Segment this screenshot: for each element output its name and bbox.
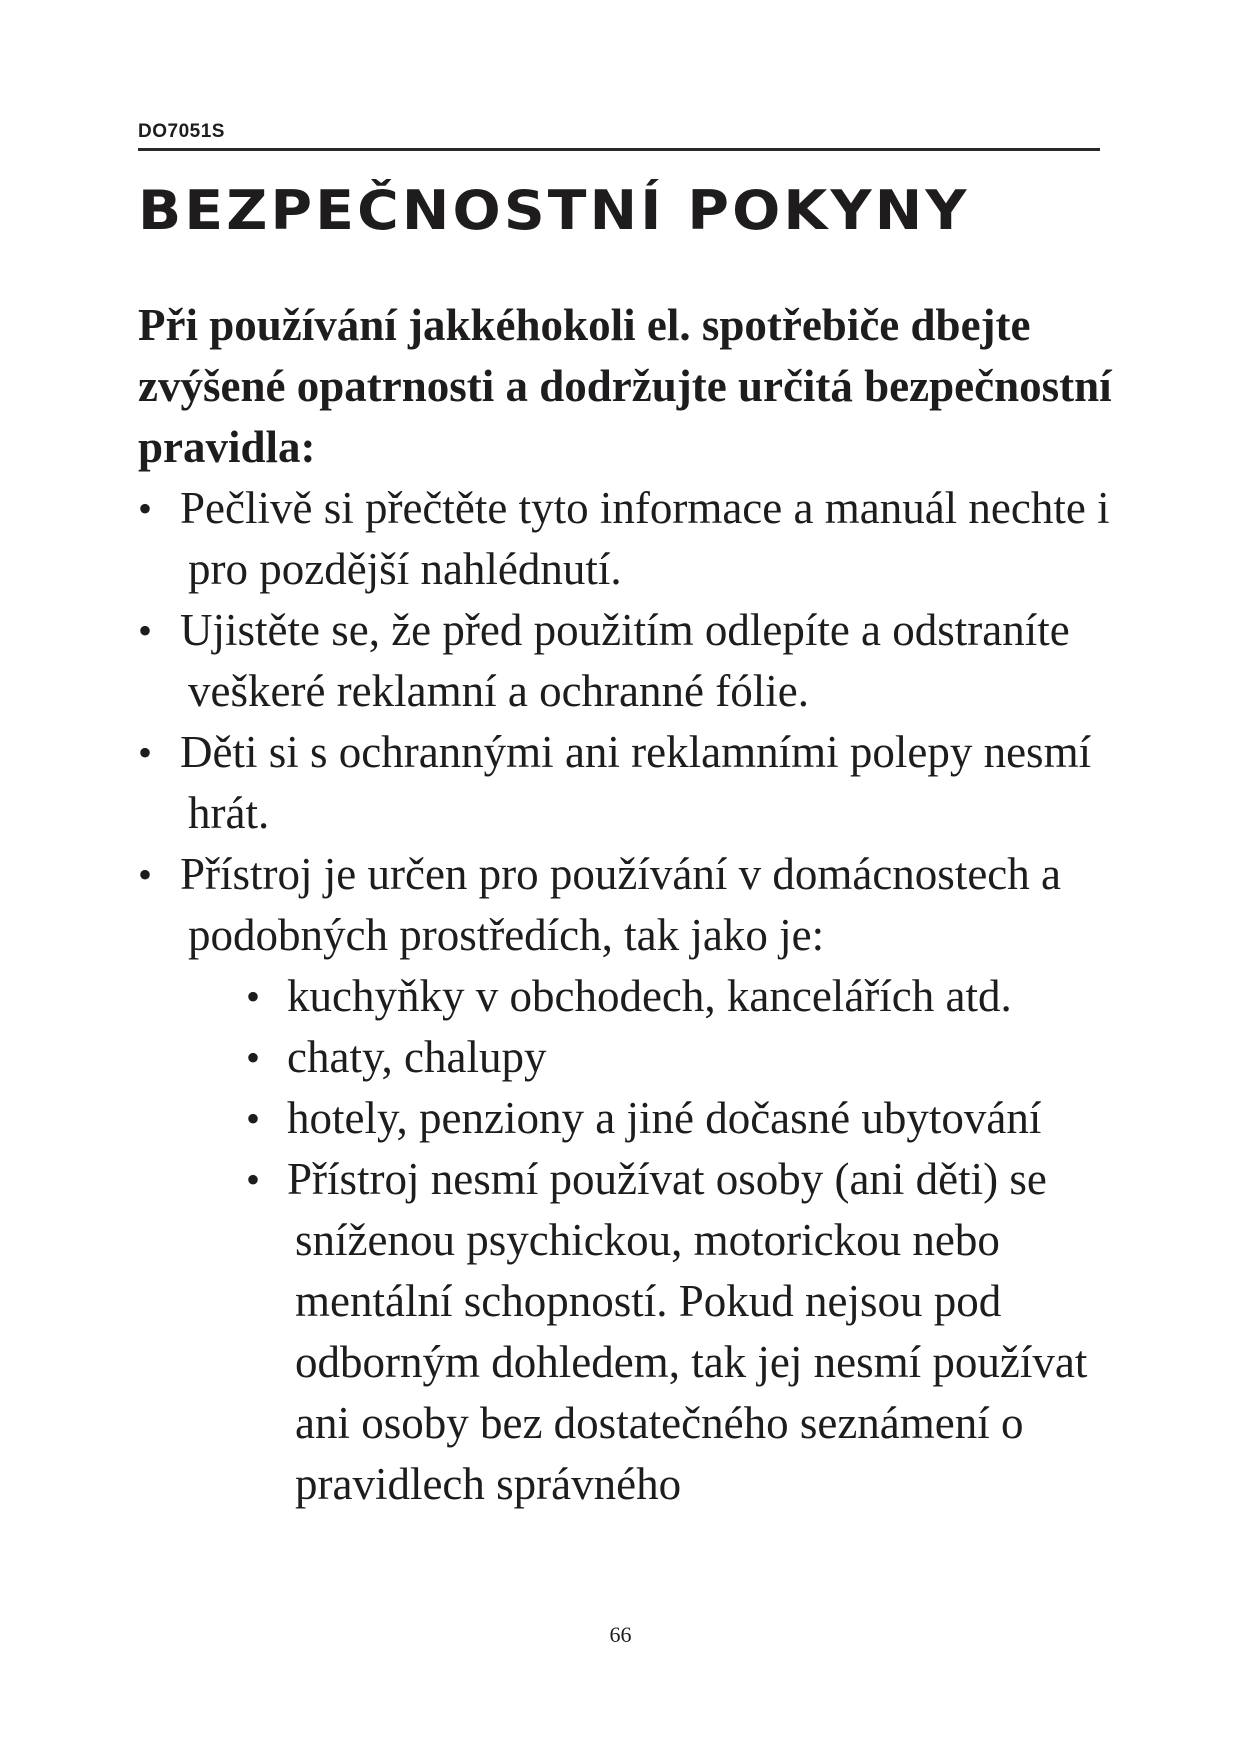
list-item — [138, 844, 1118, 966]
bullet-icon: • — [246, 1035, 261, 1080]
bullet-icon: • — [138, 608, 153, 653]
sub-list-item — [138, 1027, 1118, 1088]
header-divider — [138, 148, 1100, 151]
sub-list-item-text: kuchyňky v obchodech, kancelářích atd. — [287, 971, 1012, 1021]
list-item — [138, 722, 1118, 844]
sub-list-item-text: Přístroj nesmí používat osoby (ani děti) se sníženou psychickou, motorickou nebo mentální schopností. Pokud nejsou pod odborným dohledem, tak jej nesmí používat ani osoby bez dostatečného seznámení o pravidlech správného — [287, 1154, 1088, 1509]
sub-list-item — [138, 966, 1118, 1027]
bullet-icon: • — [246, 974, 261, 1019]
sub-list-item — [138, 1149, 1118, 1515]
list-item — [138, 600, 1118, 722]
list-item-text: Ujistěte se, že před použitím odlepíte a odstraníte veškeré reklamní a ochranné fólie. — [180, 605, 1070, 716]
sub-list-item-text: hotely, penziony a jiné dočasné ubytování — [287, 1093, 1042, 1143]
list-item-text: Pečlivě si přečtěte tyto informace a manuál nechte i pro pozdější nahlédnutí. — [180, 483, 1110, 594]
bullet-icon: • — [246, 1157, 261, 1202]
bullet-icon: • — [138, 730, 153, 775]
sub-list-item — [138, 1088, 1118, 1149]
page-title: BEZPEČNOSTNÍ POKYNY — [138, 179, 970, 242]
bullet-icon: • — [246, 1096, 261, 1141]
safety-instructions — [138, 295, 1118, 1515]
intro-paragraph: Při používání jakkéhokoli el. spotřebiče dbejte zvýšené opatrnosti a dodržujte určitá bezpečnostní pravidla: — [138, 300, 1112, 472]
list-item-text: Přístroj je určen pro používání v domácnostech a podobných prostředích, tak jako je: — [180, 849, 1061, 960]
model-code: DO7051S — [138, 121, 225, 142]
sub-list-item-text: chaty, chalupy — [287, 1032, 547, 1082]
bullet-icon: • — [138, 852, 153, 897]
list-item — [138, 478, 1118, 600]
bullet-icon: • — [138, 486, 153, 531]
list-item-text: Děti si s ochrannými ani reklamními polepy nesmí hrát. — [180, 727, 1092, 838]
page-number: 66 — [609, 1622, 632, 1647]
